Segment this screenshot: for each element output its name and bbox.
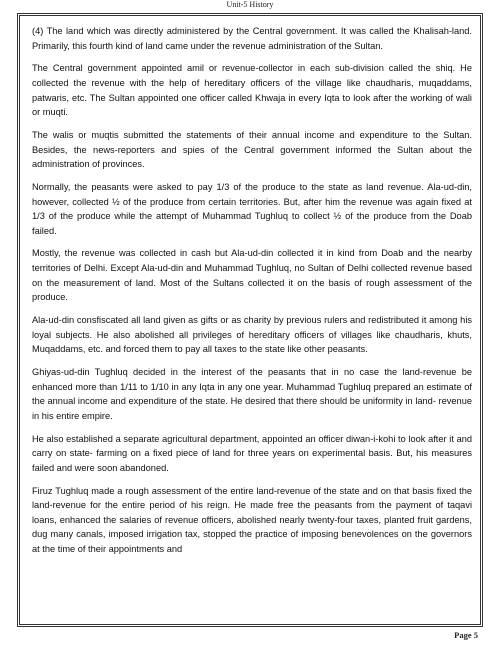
paragraph: Normally, the peasants were asked to pay 1/3 of the produce to the state as land revenue. Ala-ud-din, however, collected ½ of the produce from certain territories. But, after him the revenue was again fixed at 1/3 of the produce while the attempt of Muhammad Tughluq to collect ½ of the produce from the Doab failed. (32, 181, 472, 236)
paragraph: Mostly, the revenue was collected in cash but Ala-ud-din collected it in kind from Doab and the nearby territories of Delhi. Except Ala-ud-din and Muhammad Tughluq, no Sultan of Delhi collected revenue based on the measurement of land. Most of the Sultans collected it on the basis of rough assessment of the produce. (32, 248, 472, 303)
paragraph: He also established a separate agricultural department, appointed an officer diwan-i-kohi to look after it and carry on state- farming on a fixed piece of land for three years on experimental basis. But, his measures failed and were soon abandoned. (32, 433, 472, 473)
paragraph: Ghiyas-ud-din Tughluq decided in the interest of the peasants that in no case the land-revenue be enhanced more than 1/11 to 1/10 in any Iqta in any one year. Muhammad Tughluq prepared an estimate of the annual income and expenditure of the state. He desired that there should be uniformity in land- revenue in his entire empire. (32, 367, 472, 421)
paragraph: The walis or muqtis submitted the statements of their annual income and expenditure to the Sultan. Besides, the news-reporters and spies of the Central government informed the Sultan about the administration of provinces. (32, 129, 472, 170)
page-number: Page 5 (454, 630, 478, 640)
paragraph: Firuz Tughluq made a rough assessment of the entire land-revenue of the state and on that basis fixed the land-revenue for the entire period of his reign. He made free the peasants from the payment of taqavi loans, enhanced the salaries of revenue officers, abolished nearly twenty-four taxes, planted fruit gardens, dug many canals, imposed irrigation tax, stopped the practice of imposing benevolences on the governors at the time of their appointments and (32, 485, 472, 554)
body-text (32, 24, 472, 565)
page-header: Unit-5 History (226, 0, 274, 9)
paragraph: Ala-ud-din consfiscated all land given as gifts or as charity by previous rulers and redistributed it among his loyal subjects. He also abolished all privileges of hereditary officers of villages like chaudharis, khuts, Muqaddams, etc. and forced them to pay all taxes to the state like other peasants. (32, 315, 472, 355)
paragraph: (4) The land which was directly administered by the Central government. It was called the Khalisah-land. Primarily, this fourth kind of land came under the revenue administration of the Sultan. (32, 26, 472, 51)
paragraph: The Central government appointed amil or revenue-collector in each sub-division called the shiq. He collected the revenue with the help of hereditary officers of the village like chaudharis, muqaddams, patwaris, etc. The Sultan appointed one officer called Khwaja in every Iqta to look after the working of wali or muqti. (32, 63, 472, 118)
